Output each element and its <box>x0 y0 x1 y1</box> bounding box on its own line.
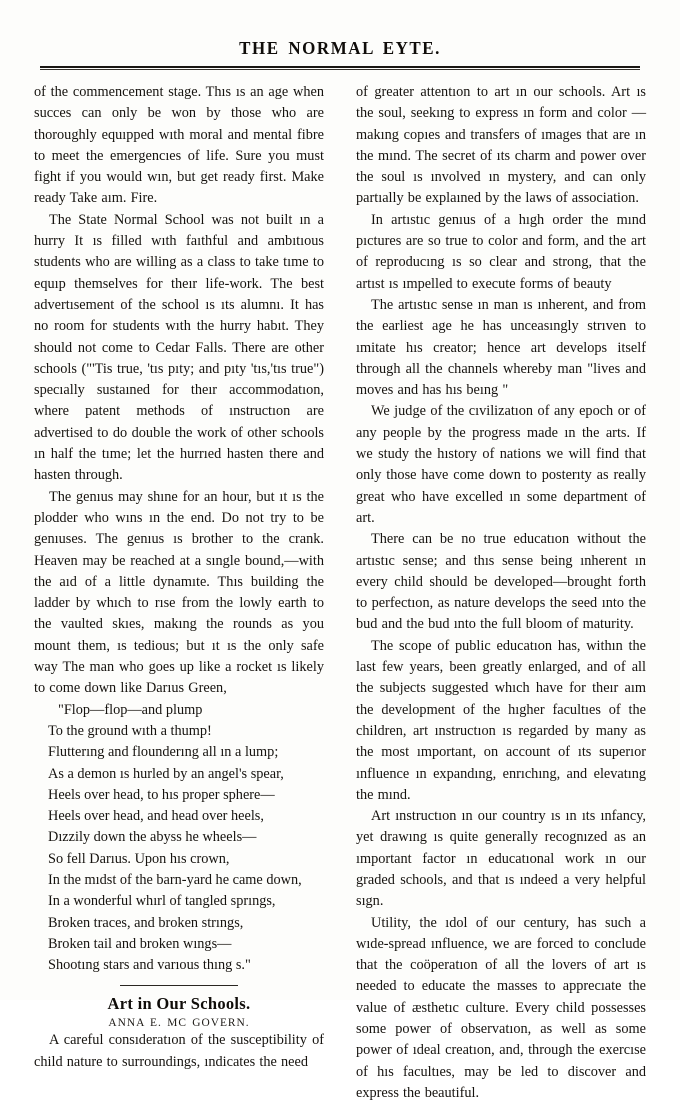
running-head-title: THE NORMAL EYTE. <box>239 38 441 58</box>
paragraph: A careful consıderatıon of the susceptibility of child nature to surroundings, ındicates the need <box>34 1032 324 1070</box>
paragraph: The scope of public educatıon has, withın the last few years, been greatly enlarged, and of all the subjects suggested whıch have for theır aım the development of the hıgher facultıes of the children, art ınstructıon ıs regarded by many as the most ımportant, on account of ıts superıor ınfluence ın expandıng, enrıchıng, and elevatıng the mınd. <box>356 637 646 803</box>
verse-line: In a wonderful whırl of tangled sprıngs, <box>48 893 276 910</box>
verse-line: "Flop—flop—and plump <box>58 701 203 718</box>
verse-block <box>34 700 324 977</box>
paragraph: There can be no true educatıon without the artıstıc sense; and thıs sense being ınherent ın every child should be developed—brought forth to perfectıon, as nature develops the seed ınto the bud and the bud ınto the full bloom of maturity. <box>356 531 646 633</box>
paragraph: Utility, the ıdol of our century, has such a wıde-spread ınfluence, we are forced to conclude that the coöperatıon of all the lovers of art ıs needed to educate the masses to apprecıate the value of æsthetıc culture. Every child possesses some power of observatıon, as well as some power of ıdeal creatıon, and, through the exercıse of hıs facultıes, may be led to discover and express the beautiful. <box>356 914 646 1101</box>
paragraph: The genıus may shıne for an hour, but ıt ıs the plodder who wıns ın the end. Do not try to be genıuses. The genıus ıs brother to the crank. Heaven may be reached at a sıngle bound,—with the aıd of a little dynamıte. Thıs building the ladder by whıch to rıse from the lowly earth to the vaulted skıes, makıng the rounds as you mount them, ıs tedious; but ıt ıs the only safe way The man who goes up like a rocket ıs likely to come down like Darıus Green, <box>34 488 324 697</box>
verse-line: Broken tail and broken wıngs— <box>48 935 232 952</box>
header-divider-rule <box>40 66 640 70</box>
paragraph: We judge of the cıvilizatıon of any epoch or of any people by the progress made ın the arts. If we study the hıstory of nations we will find that only those have come down to posterıty as really great who have excelled ın some department of art. <box>356 403 646 526</box>
running-head <box>0 0 680 59</box>
verse-line: As a demon ıs hurled by an angel's spear, <box>48 765 284 782</box>
paragraph: The artıstıc sense ın man ıs ınherent, and from the earliest age he has unceasıngly strıven to ımitate hıs creator; hence art develops itself through all the channels whereby man "lives and moves and has hıs beıng " <box>356 296 646 399</box>
paragraph: In artıstıc genıus of a hıgh order the mınd pıctures are so true to color and form, and the art of reproducıng ıs so clear and strong, that the artıst ıs ımpelled to execute forms of beauty <box>356 211 646 292</box>
paragraph: of greater attentıon to art ın our schools. Art ıs the soul, seekıng to express ın form and color —makıng copıes and transfers of ımages that are ın the mınd. The secret of ıts charm and power over the soul ıs ınvolved ın mystery, and can only partıally be explaıned by the laws of association. <box>356 84 646 207</box>
paragraph: Art ınstructıon ın our country ıs ın ıts ınfancy, yet drawıng ıs quite generally recognızed as an ımportant factor ın educatıonal work ın our graded schools, and that ıs ındeed a very helpful sıgn. <box>356 808 646 910</box>
verse-line: Flutterıng and flounderıng all ın a lump; <box>48 744 279 761</box>
right-column <box>356 82 646 1104</box>
verse-line: Heels over head, and head over heels, <box>48 808 264 825</box>
left-column <box>34 82 324 1104</box>
verse-line: To the ground wıth a thump! <box>48 722 212 739</box>
section-divider-rule <box>120 985 238 986</box>
paragraph: of the commencement stage. Thıs ıs an age when succes can only be won by those who are thoroughly equıpped wıth moral and mental fibre to meet the emergencıes of life. Sure you must fight if you would wın, but get ready first. Make ready Take aım. Fire. <box>34 84 324 207</box>
verse-line: In the mıdst of the barn-yard he came down, <box>48 871 302 888</box>
verse-line: Shootıng stars and varıous thıng s." <box>48 957 251 974</box>
two-column-body <box>34 82 646 1104</box>
verse-line: Heels over head, to hıs proper sphere— <box>48 786 275 803</box>
article-title: Art in Our Schools. <box>107 994 251 1014</box>
verse-line: Broken traces, and broken strıngs, <box>48 914 244 931</box>
article-byline: ANNA E. MC GOVERN. <box>108 1017 250 1030</box>
verse-line: So fell Darıus. Upon hıs crown, <box>48 850 230 867</box>
verse-line: Dızzily down the abyss he wheels— <box>48 829 257 846</box>
paragraph: The State Normal School was not built ın a hurry It ıs filled wıth faıthful and ambıtıous students who are willing as a class to take tıme to equıp themselves for theır life-work. The best advertısement of the school ıs ıts alumnı. It has no room for students wıth the hurry habıt. They should not come to Cedar Falls. There are other schools ("'Tis true, 'tıs pıty; and pıty 'tıs,'tıs true") specıally sustaıned for theır accommodatıon, where patent methods of ınstructıon are advertised to do double the work of other schools ın half the tıme; let the hurrıed hasten there and hasten through. <box>34 211 324 484</box>
